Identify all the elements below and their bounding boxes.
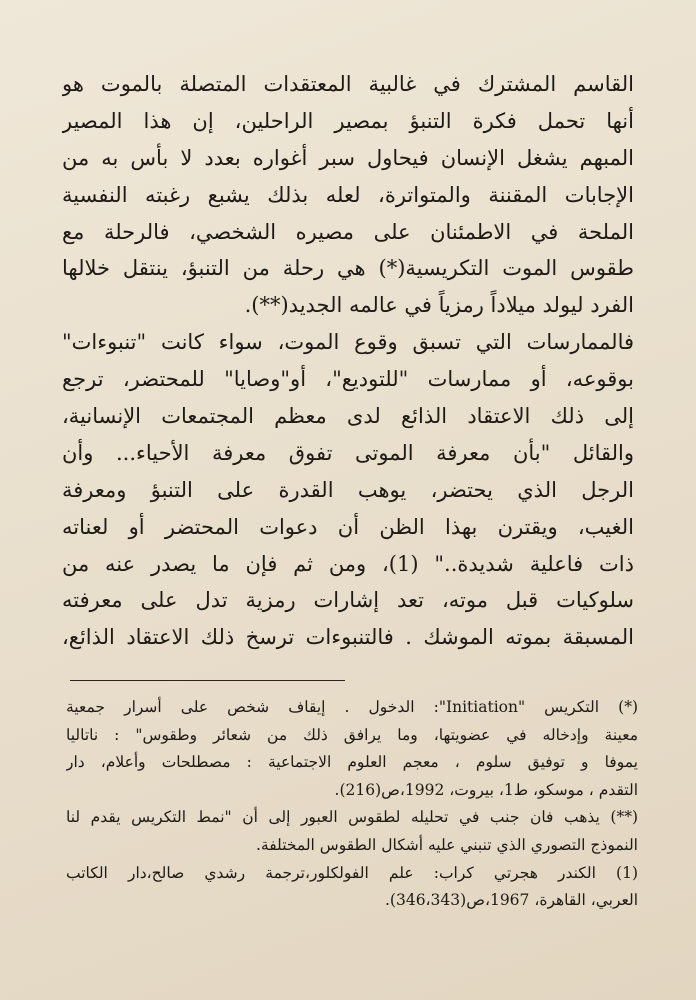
footnotes (66, 694, 638, 915)
footnote-line: (*) التكريس "Initiation": الدخول . إيقاف شخص على أسرار جمعية (66, 698, 638, 716)
body-line: والقائل "بأن معرفة الموتى تفوق معرفة الأحياء... وأن (62, 440, 634, 465)
body-line: الفرد ليولد ميلاداً رمزياً في عالمه الجديد(**). (244, 293, 634, 318)
footnote-line: النموذج التصوري الذي تنبني عليه أشكال الطقوس المختلفة. (255, 835, 638, 854)
body-line: بوقوعه، أو ممارسات "للتوديع"، أو"وصايا" للمحتضر، ترجع (62, 367, 634, 392)
footnote-line: (1) الكندر هجرتي كراب: علم الفولكلور،ترجمة رشدي صالح،دار الكاتب (66, 863, 638, 882)
body-line: سلوكيات قبل موته، تعد إشارات رمزية تدل على معرفته (62, 588, 634, 613)
body-line: الرجل الذي يحتضر، يوهب القدرة على التنبؤ ومعرفة (62, 477, 634, 502)
footnote-line: التقدم ، موسكو، ط1، بيروت، 1992،ص(216). (334, 780, 638, 799)
body-line: المبهم يشغل الإنسان فيحاول سبر أغواره بعدد لا بأس به من (62, 145, 634, 170)
body-line: الغيب، ويقترن بهذا الظن أن دعوات المحتضر أو لعناته (62, 514, 634, 539)
footnote-line: (**) يذهب فان جنب في تحليله لطقوس العبور إلى أن "نمط التكريس يقدم لنا (66, 808, 638, 827)
body-text (62, 66, 634, 656)
footnote-line: معينة وإدخاله في عضويتها، وما يرافق ذلك من شعائر وطقوس" : ناتاليا (66, 725, 638, 744)
footnote-line: العربي، القاهرة، 1967،ص(346،343). (384, 891, 638, 910)
body-line: أنها تحمل فكرة التنبؤ بمصير الراحلين، إن هذا المصير (62, 108, 634, 133)
footnote-divider (70, 680, 345, 681)
body-line: ذات فاعلية شديدة.." (1)، ومن ثم فإن ما يصدر عنه من (62, 551, 634, 576)
body-line: طقوس الموت التكريسية(*) هي رحلة من التنبؤ، ينتقل خلالها (62, 256, 634, 281)
footnote-line: يموفا و توفيق سلوم ، معجم العلوم الاجتماعية : مصطلحات وأعلام، دار (66, 753, 638, 772)
body-line: فالممارسات التي تسبق وقوع الموت، سواء كانت "تنبوءات" (62, 330, 634, 355)
body-line: إلى ذلك الاعتقاد الذائع لدى معظم المجتمعات الإنسانية، (62, 404, 634, 429)
body-line: القاسم المشترك في غالبية المعتقدات المتصلة بالموت هو (62, 72, 634, 96)
body-line: الملحة في الاطمئنان على مصيره الشخصي، فالرحلة مع (62, 219, 634, 244)
body-line: المسبقة بموته الموشك . فالتنبوءات ترسخ ذلك الاعتقاد الذائع، (62, 625, 634, 650)
body-line: الإجابات المقننة والمتواترة، لعله بذلك يشبع رغبته النفسية (62, 182, 634, 207)
